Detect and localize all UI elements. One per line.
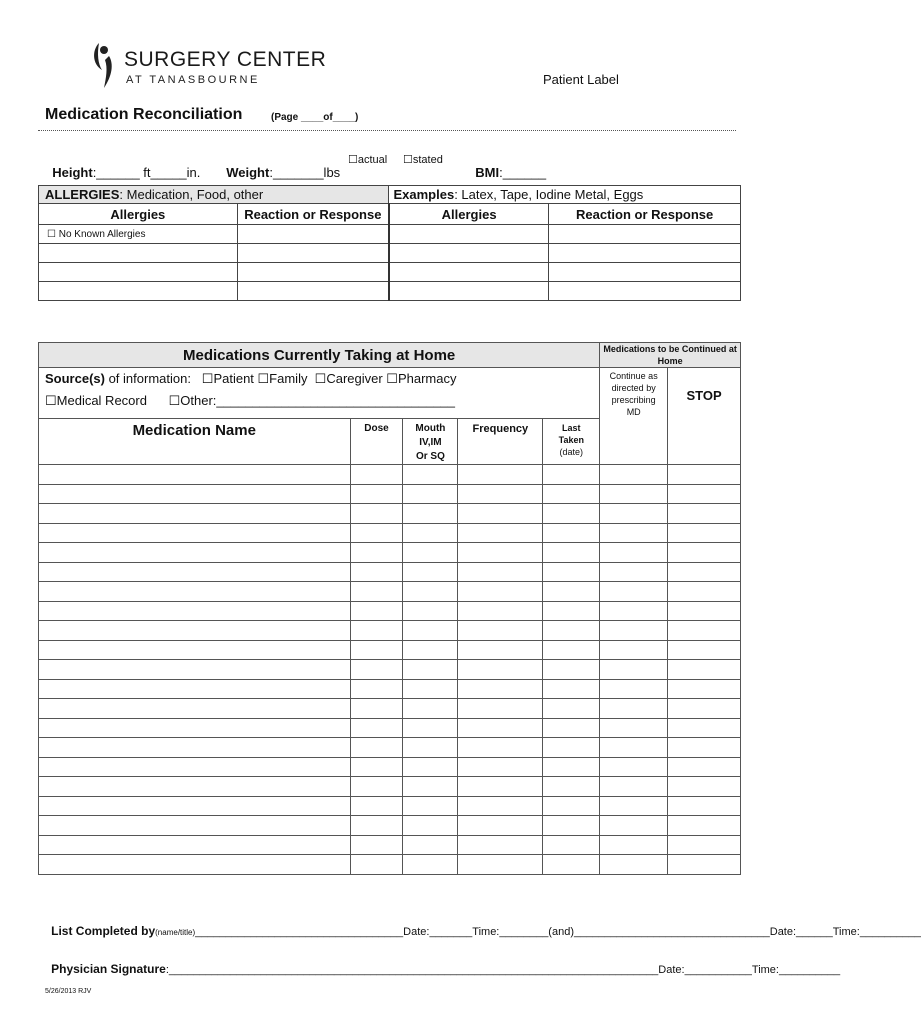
medication-cell[interactable] xyxy=(350,621,403,641)
medication-cell[interactable] xyxy=(403,777,458,797)
medication-cell[interactable] xyxy=(350,582,403,602)
bmi-field[interactable]: :______ xyxy=(499,165,547,180)
medication-cell[interactable] xyxy=(600,816,668,836)
medication-cell[interactable] xyxy=(543,777,600,797)
medication-cell[interactable] xyxy=(543,816,600,836)
medication-cell[interactable] xyxy=(600,660,668,680)
medication-cell[interactable] xyxy=(39,484,351,504)
medication-cell[interactable] xyxy=(458,660,543,680)
medication-row xyxy=(39,523,741,543)
medication-cell[interactable] xyxy=(350,640,403,660)
medication-cell[interactable] xyxy=(458,523,543,543)
medication-cell[interactable] xyxy=(543,699,600,719)
sources-line-1[interactable]: Source(s) of information: ☐Patient ☐Family ☐Caregiver ☐Pharmacy xyxy=(45,371,457,386)
actual-checkbox[interactable]: ☐actual xyxy=(348,154,388,166)
medication-cell[interactable] xyxy=(403,562,458,582)
allergy-cell[interactable] xyxy=(39,282,238,301)
logo-name: SURGERY CENTER xyxy=(124,48,327,71)
medication-cell[interactable] xyxy=(668,543,741,563)
medication-row xyxy=(39,835,741,855)
medication-cell[interactable] xyxy=(543,855,600,875)
route-head: Mouth IV,IM Or SQ xyxy=(403,419,458,465)
medication-cell[interactable] xyxy=(403,835,458,855)
allergy-cell[interactable] xyxy=(237,225,389,244)
medication-cell[interactable] xyxy=(543,738,600,758)
medication-cell[interactable] xyxy=(668,504,741,524)
medication-cell[interactable] xyxy=(350,718,403,738)
medication-cell[interactable] xyxy=(600,835,668,855)
measurements-line xyxy=(45,150,200,180)
medication-cell[interactable] xyxy=(668,699,741,719)
stop-label: STOP xyxy=(686,388,722,403)
medication-row xyxy=(39,699,741,719)
allergies-table xyxy=(38,185,741,301)
allergies-examples: Examples: Latex, Tape, Iodine Metal, Eggs xyxy=(389,186,741,204)
medication-cell[interactable] xyxy=(350,660,403,680)
medication-row xyxy=(39,543,741,563)
medication-row xyxy=(39,738,741,758)
medication-cell[interactable] xyxy=(403,465,458,485)
medication-cell[interactable] xyxy=(543,465,600,485)
dose-head: Dose xyxy=(350,419,403,465)
medication-cell[interactable] xyxy=(458,679,543,699)
sources-line-2[interactable]: ☐Medical Record ☐Other:_________________________________ xyxy=(45,393,456,408)
medication-cell[interactable] xyxy=(543,621,600,641)
col-allergies: Allergies xyxy=(39,204,238,225)
logo-subname: AT TANASBOURNE xyxy=(126,74,260,86)
medication-row xyxy=(39,679,741,699)
medication-cell[interactable] xyxy=(600,484,668,504)
medication-cell[interactable] xyxy=(668,777,741,797)
page-title: Medication Reconciliation xyxy=(45,106,243,123)
last-taken-head xyxy=(543,419,600,465)
page-number-field[interactable]: (Page ____of____) xyxy=(271,112,359,123)
no-known-allergies-checkbox[interactable]: ☐ No Known Allergies xyxy=(39,225,238,244)
medication-cell[interactable] xyxy=(39,562,351,582)
medication-cell[interactable] xyxy=(543,660,600,680)
medication-cell[interactable] xyxy=(600,718,668,738)
medication-cell[interactable] xyxy=(600,699,668,719)
medication-cell[interactable] xyxy=(458,582,543,602)
medication-row xyxy=(39,796,741,816)
allergies-heading: ALLERGIES: Medication, Food, other xyxy=(39,186,389,204)
medication-cell[interactable] xyxy=(39,523,351,543)
medication-cell[interactable] xyxy=(668,796,741,816)
medication-cell[interactable] xyxy=(458,484,543,504)
medication-cell[interactable] xyxy=(403,796,458,816)
continue-column-head xyxy=(600,368,668,465)
medication-cell[interactable] xyxy=(543,796,600,816)
continued-heading: Medications to be Continued at Home xyxy=(600,343,741,368)
medication-cell[interactable] xyxy=(458,699,543,719)
medication-cell[interactable] xyxy=(350,679,403,699)
medication-cell[interactable] xyxy=(600,601,668,621)
medication-cell[interactable] xyxy=(39,855,351,875)
medication-cell[interactable] xyxy=(543,679,600,699)
medication-cell[interactable] xyxy=(543,484,600,504)
medication-cell[interactable] xyxy=(350,777,403,797)
medication-cell[interactable] xyxy=(350,738,403,758)
medication-cell[interactable] xyxy=(543,543,600,563)
medication-cell[interactable] xyxy=(600,757,668,777)
medication-cell[interactable] xyxy=(458,504,543,524)
medication-cell[interactable] xyxy=(600,777,668,797)
medication-cell[interactable] xyxy=(600,738,668,758)
medications-heading: Medications Currently Taking at Home xyxy=(182,347,456,364)
medication-cell[interactable] xyxy=(458,601,543,621)
medication-cell[interactable] xyxy=(600,465,668,485)
allergy-cell[interactable] xyxy=(389,263,549,282)
medication-cell[interactable] xyxy=(458,621,543,641)
version-stamp: 5/26/2013 RJV xyxy=(45,988,92,995)
medication-row xyxy=(39,718,741,738)
medication-cell[interactable] xyxy=(600,621,668,641)
medication-cell[interactable] xyxy=(403,543,458,563)
medication-cell[interactable] xyxy=(668,660,741,680)
medication-cell[interactable] xyxy=(600,504,668,524)
weight-label: Weight xyxy=(226,165,270,180)
medication-row xyxy=(39,777,741,797)
date-label: (date) xyxy=(559,447,584,457)
medication-row xyxy=(39,855,741,875)
medication-cell[interactable] xyxy=(458,777,543,797)
medication-cell[interactable] xyxy=(350,601,403,621)
allergy-cell[interactable] xyxy=(39,244,238,263)
medication-cell[interactable] xyxy=(403,582,458,602)
medication-cell[interactable] xyxy=(39,699,351,719)
medication-cell[interactable] xyxy=(458,835,543,855)
medication-cell[interactable] xyxy=(350,835,403,855)
continue-desc: Continue as directed by prescribing MD xyxy=(609,371,658,417)
medication-cell[interactable] xyxy=(458,543,543,563)
allergy-cell[interactable] xyxy=(549,282,741,301)
frequency-head: Frequency xyxy=(458,419,543,465)
medication-cell[interactable] xyxy=(39,816,351,836)
medication-row xyxy=(39,660,741,680)
medication-cell[interactable] xyxy=(543,718,600,738)
medication-cell[interactable] xyxy=(458,757,543,777)
patient-label: Patient Label xyxy=(543,72,619,87)
medication-cell[interactable] xyxy=(543,582,600,602)
allergy-cell[interactable] xyxy=(237,263,389,282)
medication-cell[interactable] xyxy=(39,718,351,738)
medication-cell[interactable] xyxy=(350,855,403,875)
medication-cell[interactable] xyxy=(458,562,543,582)
allergy-cell[interactable] xyxy=(389,282,549,301)
medication-cell[interactable] xyxy=(39,465,351,485)
medication-cell[interactable] xyxy=(543,504,600,524)
stop-column-head xyxy=(668,368,741,465)
medication-cell[interactable] xyxy=(458,465,543,485)
medication-cell[interactable] xyxy=(39,601,351,621)
medication-cell[interactable] xyxy=(350,504,403,524)
medication-cell[interactable] xyxy=(543,757,600,777)
medication-row xyxy=(39,484,741,504)
medication-cell[interactable] xyxy=(39,582,351,602)
medication-cell[interactable] xyxy=(458,855,543,875)
medication-cell[interactable] xyxy=(668,835,741,855)
medication-cell[interactable] xyxy=(668,757,741,777)
medication-cell[interactable] xyxy=(350,796,403,816)
medication-cell[interactable] xyxy=(39,796,351,816)
allergy-cell[interactable] xyxy=(237,282,389,301)
allergy-cell[interactable] xyxy=(549,225,741,244)
medication-cell[interactable] xyxy=(600,523,668,543)
sources-cell xyxy=(39,368,600,419)
medication-cell[interactable] xyxy=(543,523,600,543)
medication-row xyxy=(39,504,741,524)
medication-cell[interactable] xyxy=(458,796,543,816)
col-reaction-2: Reaction or Response xyxy=(549,204,741,225)
medication-cell[interactable] xyxy=(350,562,403,582)
medication-row xyxy=(39,465,741,485)
medication-cell[interactable] xyxy=(350,543,403,563)
medications-table xyxy=(38,342,741,875)
medication-cell[interactable] xyxy=(403,484,458,504)
medication-cell[interactable] xyxy=(668,523,741,543)
med-name-head: Medication Name xyxy=(39,419,351,465)
taken-label: Taken xyxy=(558,435,584,445)
medication-cell[interactable] xyxy=(668,562,741,582)
medication-cell[interactable] xyxy=(668,621,741,641)
medication-cell[interactable] xyxy=(403,679,458,699)
medication-cell[interactable] xyxy=(350,699,403,719)
medication-row xyxy=(39,816,741,836)
medication-cell[interactable] xyxy=(39,679,351,699)
medication-cell[interactable] xyxy=(403,523,458,543)
medication-cell[interactable] xyxy=(600,582,668,602)
medication-row xyxy=(39,621,741,641)
medication-cell[interactable] xyxy=(403,504,458,524)
allergy-cell[interactable] xyxy=(389,225,549,244)
medication-cell[interactable] xyxy=(668,640,741,660)
medication-cell[interactable] xyxy=(39,504,351,524)
allergy-cell[interactable] xyxy=(39,263,238,282)
medication-cell[interactable] xyxy=(543,562,600,582)
medication-cell[interactable] xyxy=(39,660,351,680)
medication-row xyxy=(39,640,741,660)
medication-cell[interactable] xyxy=(668,738,741,758)
height-label: Height xyxy=(52,165,93,180)
medication-cell[interactable] xyxy=(668,855,741,875)
medication-cell[interactable] xyxy=(403,621,458,641)
medication-cell[interactable] xyxy=(458,718,543,738)
medication-cell[interactable] xyxy=(668,816,741,836)
col-reaction: Reaction or Response xyxy=(237,204,389,225)
medication-cell[interactable] xyxy=(403,601,458,621)
medication-cell[interactable] xyxy=(668,484,741,504)
medication-cell[interactable] xyxy=(543,640,600,660)
bmi-label: BMI xyxy=(475,165,500,180)
medication-cell[interactable] xyxy=(600,562,668,582)
medication-cell[interactable] xyxy=(39,640,351,660)
allergy-cell[interactable] xyxy=(389,244,549,263)
medication-cell[interactable] xyxy=(403,640,458,660)
medications-heading-cell xyxy=(39,343,600,368)
medication-cell[interactable] xyxy=(458,640,543,660)
medication-rows xyxy=(39,465,741,875)
medication-cell[interactable] xyxy=(39,738,351,758)
medication-cell[interactable] xyxy=(39,543,351,563)
medication-cell[interactable] xyxy=(39,835,351,855)
medication-cell[interactable] xyxy=(39,777,351,797)
allergy-cell[interactable] xyxy=(549,263,741,282)
logo-mark-icon xyxy=(90,40,118,90)
medication-cell[interactable] xyxy=(458,738,543,758)
medication-cell[interactable] xyxy=(668,582,741,602)
medication-cell[interactable] xyxy=(668,465,741,485)
medication-cell[interactable] xyxy=(403,699,458,719)
stated-checkbox[interactable]: ☐stated xyxy=(403,154,443,166)
medication-cell[interactable] xyxy=(350,523,403,543)
medication-cell[interactable] xyxy=(600,796,668,816)
medication-cell[interactable] xyxy=(600,543,668,563)
medication-cell[interactable] xyxy=(350,484,403,504)
medication-cell[interactable] xyxy=(458,816,543,836)
medication-cell[interactable] xyxy=(39,621,351,641)
bmi-line xyxy=(468,150,546,180)
physician-signature-line[interactable]: Physician Signature:________________________________________________________________________________Date:___________Time:__________ xyxy=(51,962,841,976)
medication-cell[interactable] xyxy=(543,601,600,621)
medication-cell[interactable] xyxy=(403,816,458,836)
weight-line xyxy=(219,150,340,180)
medication-cell[interactable] xyxy=(600,640,668,660)
medication-row xyxy=(39,601,741,621)
medication-cell[interactable] xyxy=(403,738,458,758)
weight-field[interactable]: :_______lbs xyxy=(269,165,341,180)
medication-cell[interactable] xyxy=(403,660,458,680)
medication-cell[interactable] xyxy=(403,855,458,875)
medication-cell[interactable] xyxy=(668,718,741,738)
medication-cell[interactable] xyxy=(600,679,668,699)
height-field[interactable]: :______ ft_____in. xyxy=(92,165,201,180)
medication-cell[interactable] xyxy=(350,465,403,485)
medication-cell[interactable] xyxy=(543,835,600,855)
header-divider xyxy=(38,130,736,131)
medication-cell[interactable] xyxy=(668,601,741,621)
last-label: Last xyxy=(562,423,581,433)
col-allergies-2: Allergies xyxy=(389,204,549,225)
allergy-cell[interactable] xyxy=(549,244,741,263)
medication-cell[interactable] xyxy=(39,757,351,777)
medication-cell[interactable] xyxy=(600,855,668,875)
medication-row xyxy=(39,757,741,777)
medication-cell[interactable] xyxy=(403,757,458,777)
medication-row xyxy=(39,562,741,582)
list-completed-line[interactable]: List Completed by(name/title)__________________________________Date:_______Time:________(and)________________________________Date:______Time:__________ xyxy=(51,924,921,938)
medication-cell[interactable] xyxy=(668,679,741,699)
medication-cell[interactable] xyxy=(350,816,403,836)
medication-cell[interactable] xyxy=(350,757,403,777)
medication-row xyxy=(39,582,741,602)
allergy-cell[interactable] xyxy=(237,244,389,263)
medication-cell[interactable] xyxy=(403,718,458,738)
